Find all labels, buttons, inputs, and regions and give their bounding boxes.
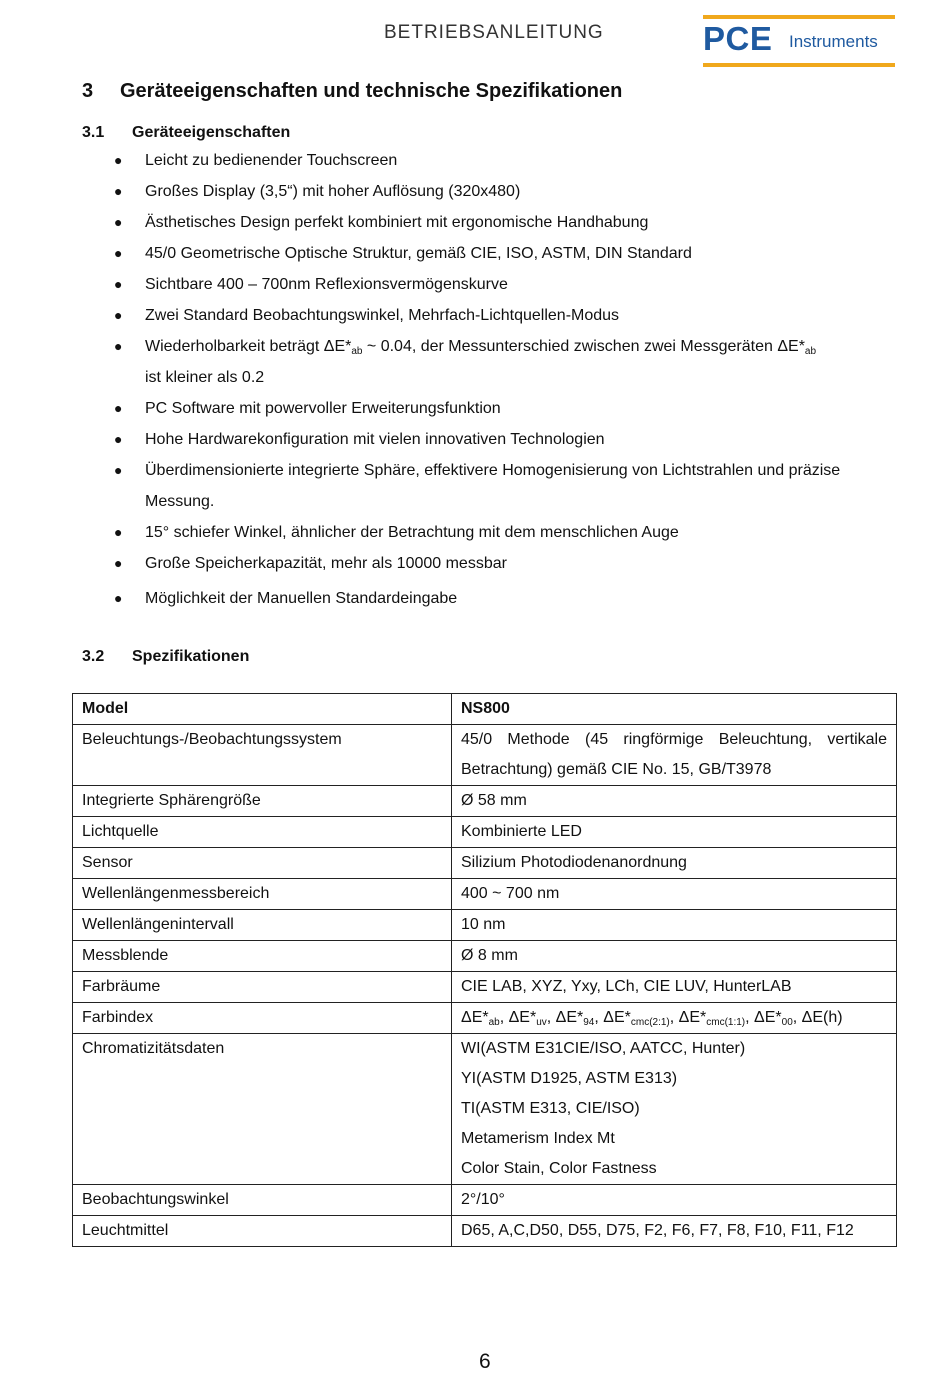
spec-label: Integrierte Sphärengröße [73, 786, 452, 817]
logo-bar-bottom [703, 63, 895, 67]
table-row [73, 725, 897, 786]
spec-value-farbindex: $\Delta E*_{ab}$, $\Delta E*_{uv}$, $\Delta E*_{94}$, $\Delta E*_{cmc(2:1)}$, $\Delta E*_{cmc(1:1)}$, $\Delta E*_{00}$, ΔE(h) [452, 1003, 897, 1034]
logo-instruments-text: Instruments [789, 32, 878, 51]
page-number: 6 [479, 1350, 491, 1373]
feature-text: Möglichkeit der Manuellen Standardeingabe [145, 590, 458, 607]
spec-value: Ø 8 mm [452, 941, 897, 972]
spec-label: Messblende [73, 941, 452, 972]
spec-value: Ø 58 mm [452, 786, 897, 817]
bullet-icon: ● [114, 524, 123, 540]
subsection-title: Spezifikationen [132, 648, 250, 665]
table-row [73, 1034, 897, 1185]
bullet-icon: ● [114, 555, 123, 571]
feature-item [110, 145, 900, 176]
subsection-number: 3.2 [82, 648, 105, 665]
feature-item [110, 269, 900, 300]
bullet-icon: ● [114, 462, 123, 478]
feature-text: Ästhetisches Design perfekt kombiniert mit ergonomische Handhabung [145, 214, 649, 231]
table-row [73, 941, 897, 972]
spec-value: 400 ~ 700 nm [452, 879, 897, 910]
feature-text: Leicht zu bedienender Touchscreen [145, 152, 398, 169]
bullet-icon: ● [114, 214, 123, 230]
feature-item [110, 583, 900, 614]
feature-text: Großes Display (3,5“) mit hoher Auflösung (320x480) [145, 183, 521, 200]
table-row [73, 848, 897, 879]
feature-text: Überdimensionierte integrierte Sphäre, effektivere Homogenisierung von Lichtstrahlen und präzise Messung. [145, 462, 841, 510]
table-row [73, 972, 897, 1003]
feature-item [110, 176, 900, 207]
bullet-icon: ● [114, 338, 123, 354]
spec-value: 10 nm [452, 910, 897, 941]
subsection-heading-features [82, 124, 290, 142]
table-row [73, 786, 897, 817]
pce-logo [703, 15, 895, 67]
spec-value: 45/0 Methode (45 ringförmige Beleuchtung, vertikale Betrachtung) gemäß CIE No. 15, GB/T3978 [452, 725, 897, 786]
spec-label: Wellenlängenmessbereich [73, 879, 452, 910]
table-header-cell: Model [73, 694, 452, 725]
feature-item [110, 455, 900, 517]
table-row [73, 879, 897, 910]
table-row [73, 817, 897, 848]
spec-label: Wellenlängenintervall [73, 910, 452, 941]
feature-text: 45/0 Geometrische Optische Struktur, gemäß CIE, ISO, ASTM, DIN Standard [145, 245, 692, 262]
logo-pce-text: PCE [703, 20, 773, 57]
feature-text: 15° schiefer Winkel, ähnlicher der Betrachtung mit dem menschlichen Auge [145, 524, 679, 541]
table-row [73, 910, 897, 941]
bullet-icon: ● [114, 276, 123, 292]
feature-item [110, 238, 900, 269]
spec-value: CIE LAB, XYZ, Yxy, LCh, CIE LUV, HunterLAB [452, 972, 897, 1003]
spec-label: Farbindex [73, 1003, 452, 1034]
feature-text: PC Software mit powervoller Erweiterungsfunktion [145, 400, 501, 417]
feature-item [110, 517, 900, 548]
spec-label: Chromatizitätsdaten [73, 1034, 452, 1185]
feature-item-repeatability [110, 331, 900, 393]
subsection-number: 3.1 [82, 124, 105, 141]
feature-text: Wiederholbarkeit beträgt $\Delta E*_{ab}$ ~ 0.04, der Messunterschied zwischen zwei Messgeräten $\Delta E*_{ab}$ ist kleiner als 0.2 [145, 338, 817, 386]
spec-value: Kombinierte LED [452, 817, 897, 848]
spec-value: D65, A,C,D50, D55, D75, F2, F6, F7, F8, F10, F11, F12 [452, 1216, 897, 1247]
feature-item [110, 548, 900, 579]
spec-value: 2°/10° [452, 1185, 897, 1216]
feature-item [110, 207, 900, 238]
section-heading [82, 80, 622, 103]
spec-label: Beleuchtungs-/Beobachtungssystem [73, 725, 452, 786]
table-row [73, 1185, 897, 1216]
bullet-icon: ● [114, 590, 123, 606]
section-title: Geräteeigenschaften und technische Spezifikationen [120, 80, 623, 102]
spec-label: Leuchtmittel [73, 1216, 452, 1247]
feature-item [110, 300, 900, 331]
subsection-heading-specs [82, 648, 249, 666]
spec-label: Sensor [73, 848, 452, 879]
table-row [73, 1216, 897, 1247]
bullet-icon: ● [114, 431, 123, 447]
spec-value-chroma: WI(ASTM E31CIE/ISO, AATCC, Hunter) YI(ASTM D1925, ASTM E313) TI(ASTM E313, CIE/ISO) Metamerism Index Mt Color Stain, Color Fastness [452, 1034, 897, 1185]
feature-text: Sichtbare 400 – 700nm Reflexionsvermögenskurve [145, 276, 508, 293]
spec-table [72, 693, 897, 1247]
bullet-icon: ● [114, 183, 123, 199]
bullet-icon: ● [114, 245, 123, 261]
feature-text: Große Speicherkapazität, mehr als 10000 messbar [145, 555, 507, 572]
bullet-icon: ● [114, 152, 123, 168]
section-number: 3 [82, 80, 94, 102]
feature-item [110, 424, 900, 455]
spec-label: Farbräume [73, 972, 452, 1003]
header-title: BETRIEBSANLEITUNG [384, 22, 604, 43]
table-row [73, 1003, 897, 1034]
subsection-title: Geräteeigenschaften [132, 124, 291, 141]
spec-label: Lichtquelle [73, 817, 452, 848]
feature-item [110, 393, 900, 424]
table-header-cell: NS800 [452, 694, 897, 725]
feature-text: Zwei Standard Beobachtungswinkel, Mehrfach-Lichtquellen-Modus [145, 307, 620, 324]
spec-label: Beobachtungswinkel [73, 1185, 452, 1216]
bullet-icon: ● [114, 307, 123, 323]
bullet-icon: ● [114, 400, 123, 416]
logo-bar-top [703, 15, 895, 19]
feature-list [110, 145, 900, 614]
spec-value: Silizium Photodiodenanordnung [452, 848, 897, 879]
table-header-row [73, 694, 897, 725]
feature-text: Hohe Hardwarekonfiguration mit vielen innovativen Technologien [145, 431, 605, 448]
